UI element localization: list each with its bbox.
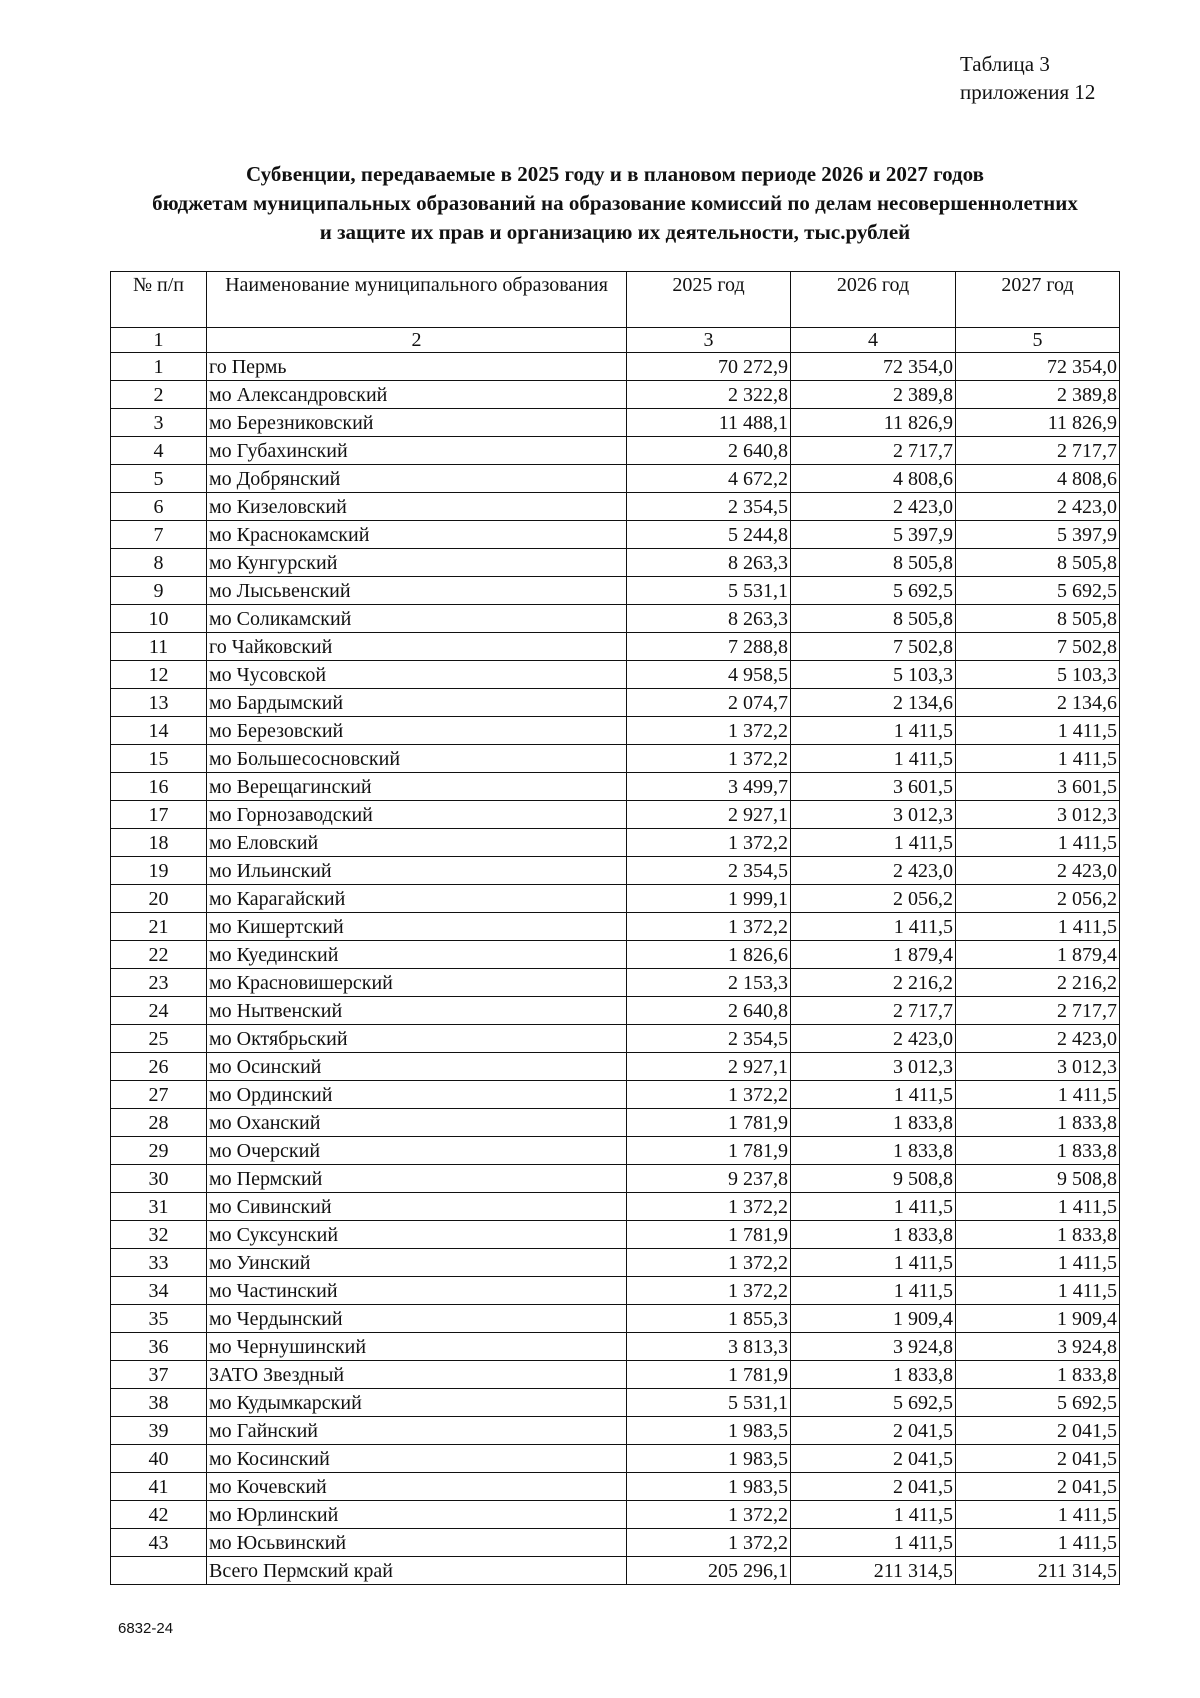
row-number bbox=[111, 1557, 207, 1585]
value-2025: 5 244,8 bbox=[627, 521, 791, 549]
value-2026: 1 411,5 bbox=[791, 1193, 956, 1221]
value-2026: 72 354,0 bbox=[791, 353, 956, 381]
value-2026: 1 411,5 bbox=[791, 913, 956, 941]
table-row bbox=[111, 1193, 1120, 1221]
value-2026: 211 314,5 bbox=[791, 1557, 956, 1585]
value-2027: 3 601,5 bbox=[956, 773, 1120, 801]
row-number: 8 bbox=[111, 549, 207, 577]
value-2026: 1 833,8 bbox=[791, 1361, 956, 1389]
municipality-name: го Чайковский bbox=[207, 633, 627, 661]
value-2025: 5 531,1 bbox=[627, 1389, 791, 1417]
value-2026: 3 601,5 bbox=[791, 773, 956, 801]
value-2026: 2 389,8 bbox=[791, 381, 956, 409]
row-number: 32 bbox=[111, 1221, 207, 1249]
municipality-name: мо Краснокамский bbox=[207, 521, 627, 549]
municipality-name: мо Горнозаводский bbox=[207, 801, 627, 829]
table-row bbox=[111, 941, 1120, 969]
document-code: 6832-24 bbox=[118, 1620, 174, 1637]
table-row bbox=[111, 773, 1120, 801]
table-row bbox=[111, 1081, 1120, 1109]
row-number: 14 bbox=[111, 717, 207, 745]
value-2025: 2 927,1 bbox=[627, 801, 791, 829]
value-2027: 2 717,7 bbox=[956, 437, 1120, 465]
municipality-name: мо Большесосновский bbox=[207, 745, 627, 773]
value-2027: 2 423,0 bbox=[956, 493, 1120, 521]
value-2026: 2 717,7 bbox=[791, 437, 956, 465]
table-reference bbox=[960, 50, 1095, 106]
value-2025: 2 354,5 bbox=[627, 493, 791, 521]
subvention-table bbox=[110, 271, 1120, 1585]
value-2025: 2 354,5 bbox=[627, 1025, 791, 1053]
value-2026: 1 411,5 bbox=[791, 1249, 956, 1277]
value-2026: 11 826,9 bbox=[791, 409, 956, 437]
value-2027: 4 808,6 bbox=[956, 465, 1120, 493]
title-line1: Субвенции, передаваемые в 2025 году и в плановом периоде 2026 и 2027 годов bbox=[246, 162, 984, 186]
value-2027: 2 423,0 bbox=[956, 1025, 1120, 1053]
municipality-name: мо Октябрьский bbox=[207, 1025, 627, 1053]
value-2027: 5 692,5 bbox=[956, 577, 1120, 605]
value-2027: 1 411,5 bbox=[956, 1529, 1120, 1557]
table-body bbox=[111, 353, 1120, 1585]
value-2026: 1 411,5 bbox=[791, 829, 956, 857]
value-2027: 1 833,8 bbox=[956, 1361, 1120, 1389]
table-row bbox=[111, 969, 1120, 997]
table-row bbox=[111, 465, 1120, 493]
table-row bbox=[111, 1221, 1120, 1249]
value-2027: 3 012,3 bbox=[956, 1053, 1120, 1081]
row-number: 40 bbox=[111, 1445, 207, 1473]
value-2026: 2 423,0 bbox=[791, 857, 956, 885]
row-number: 10 bbox=[111, 605, 207, 633]
value-2025: 2 153,3 bbox=[627, 969, 791, 997]
row-number: 25 bbox=[111, 1025, 207, 1053]
municipality-name: мо Ординский bbox=[207, 1081, 627, 1109]
row-number: 37 bbox=[111, 1361, 207, 1389]
row-number: 12 bbox=[111, 661, 207, 689]
municipality-name: ЗАТО Звездный bbox=[207, 1361, 627, 1389]
value-2026: 1 411,5 bbox=[791, 1081, 956, 1109]
value-2025: 1 826,6 bbox=[627, 941, 791, 969]
value-2025: 1 372,2 bbox=[627, 1249, 791, 1277]
table-row bbox=[111, 577, 1120, 605]
value-2026: 2 216,2 bbox=[791, 969, 956, 997]
municipality-name: мо Соликамский bbox=[207, 605, 627, 633]
value-2027: 2 717,7 bbox=[956, 997, 1120, 1025]
municipality-name: мо Бардымский bbox=[207, 689, 627, 717]
table-row bbox=[111, 353, 1120, 381]
header-name: Наименование муниципального образования bbox=[207, 272, 627, 328]
value-2026: 1 833,8 bbox=[791, 1137, 956, 1165]
value-2027: 8 505,8 bbox=[956, 549, 1120, 577]
header-num: № п/п bbox=[111, 272, 207, 328]
municipality-name: мо Частинский bbox=[207, 1277, 627, 1305]
value-2025: 3 813,3 bbox=[627, 1333, 791, 1361]
value-2025: 1 372,2 bbox=[627, 1081, 791, 1109]
value-2025: 1 781,9 bbox=[627, 1137, 791, 1165]
value-2027: 5 397,9 bbox=[956, 521, 1120, 549]
value-2025: 4 958,5 bbox=[627, 661, 791, 689]
row-number: 2 bbox=[111, 381, 207, 409]
value-2026: 1 879,4 bbox=[791, 941, 956, 969]
value-2027: 2 056,2 bbox=[956, 885, 1120, 913]
header-2025: 2025 год bbox=[627, 272, 791, 328]
municipality-name: мо Гайнский bbox=[207, 1417, 627, 1445]
value-2027: 1 411,5 bbox=[956, 1501, 1120, 1529]
municipality-name: мо Ильинский bbox=[207, 857, 627, 885]
row-number: 15 bbox=[111, 745, 207, 773]
table-row bbox=[111, 1361, 1120, 1389]
value-2025: 7 288,8 bbox=[627, 633, 791, 661]
value-2027: 1 833,8 bbox=[956, 1109, 1120, 1137]
value-2025: 1 372,2 bbox=[627, 717, 791, 745]
value-2025: 3 499,7 bbox=[627, 773, 791, 801]
value-2026: 1 909,4 bbox=[791, 1305, 956, 1333]
value-2027: 1 833,8 bbox=[956, 1221, 1120, 1249]
municipality-name: мо Осинский bbox=[207, 1053, 627, 1081]
header-2026: 2026 год bbox=[791, 272, 956, 328]
table-row bbox=[111, 605, 1120, 633]
value-2025: 1 372,2 bbox=[627, 913, 791, 941]
value-2025: 1 999,1 bbox=[627, 885, 791, 913]
municipality-name: мо Очерский bbox=[207, 1137, 627, 1165]
value-2027: 2 041,5 bbox=[956, 1417, 1120, 1445]
value-2026: 2 717,7 bbox=[791, 997, 956, 1025]
column-number: 1 bbox=[111, 328, 207, 353]
value-2026: 2 423,0 bbox=[791, 1025, 956, 1053]
value-2026: 2 056,2 bbox=[791, 885, 956, 913]
value-2027: 1 411,5 bbox=[956, 1277, 1120, 1305]
value-2025: 1 372,2 bbox=[627, 745, 791, 773]
municipality-name: мо Пермский bbox=[207, 1165, 627, 1193]
value-2027: 2 423,0 bbox=[956, 857, 1120, 885]
value-2026: 3 924,8 bbox=[791, 1333, 956, 1361]
municipality-name: мо Березовский bbox=[207, 717, 627, 745]
municipality-name: мо Кунгурский bbox=[207, 549, 627, 577]
row-number: 6 bbox=[111, 493, 207, 521]
value-2027: 2 216,2 bbox=[956, 969, 1120, 997]
row-number: 19 bbox=[111, 857, 207, 885]
value-2025: 2 354,5 bbox=[627, 857, 791, 885]
value-2026: 8 505,8 bbox=[791, 605, 956, 633]
value-2025: 1 983,5 bbox=[627, 1445, 791, 1473]
municipality-name: Всего Пермский край bbox=[207, 1557, 627, 1585]
table-row bbox=[111, 437, 1120, 465]
value-2026: 2 041,5 bbox=[791, 1473, 956, 1501]
municipality-name: мо Красновишерский bbox=[207, 969, 627, 997]
value-2025: 1 372,2 bbox=[627, 1529, 791, 1557]
row-number: 16 bbox=[111, 773, 207, 801]
row-number: 33 bbox=[111, 1249, 207, 1277]
document-title bbox=[100, 160, 1130, 247]
value-2027: 11 826,9 bbox=[956, 409, 1120, 437]
table-row bbox=[111, 1025, 1120, 1053]
value-2026: 5 103,3 bbox=[791, 661, 956, 689]
table-row bbox=[111, 661, 1120, 689]
value-2025: 1 372,2 bbox=[627, 1193, 791, 1221]
value-2026: 2 041,5 bbox=[791, 1417, 956, 1445]
row-number: 1 bbox=[111, 353, 207, 381]
row-number: 23 bbox=[111, 969, 207, 997]
value-2025: 1 372,2 bbox=[627, 1277, 791, 1305]
row-number: 24 bbox=[111, 997, 207, 1025]
table-reference-line2: приложения 12 bbox=[960, 80, 1096, 104]
value-2027: 2 041,5 bbox=[956, 1445, 1120, 1473]
municipality-name: го Пермь bbox=[207, 353, 627, 381]
table-row bbox=[111, 1277, 1120, 1305]
municipality-name: мо Нытвенский bbox=[207, 997, 627, 1025]
value-2026: 1 833,8 bbox=[791, 1109, 956, 1137]
value-2025: 8 263,3 bbox=[627, 549, 791, 577]
row-number: 34 bbox=[111, 1277, 207, 1305]
municipality-name: мо Чернушинский bbox=[207, 1333, 627, 1361]
row-number: 31 bbox=[111, 1193, 207, 1221]
row-number: 20 bbox=[111, 885, 207, 913]
value-2027: 8 505,8 bbox=[956, 605, 1120, 633]
municipality-name: мо Еловский bbox=[207, 829, 627, 857]
value-2027: 3 924,8 bbox=[956, 1333, 1120, 1361]
value-2025: 11 488,1 bbox=[627, 409, 791, 437]
municipality-name: мо Лысьвенский bbox=[207, 577, 627, 605]
table-row bbox=[111, 409, 1120, 437]
table-row bbox=[111, 493, 1120, 521]
municipality-name: мо Суксунский bbox=[207, 1221, 627, 1249]
value-2027: 1 411,5 bbox=[956, 1249, 1120, 1277]
value-2026: 1 411,5 bbox=[791, 1277, 956, 1305]
municipality-name: мо Юсьвинский bbox=[207, 1529, 627, 1557]
value-2026: 1 833,8 bbox=[791, 1221, 956, 1249]
value-2027: 5 103,3 bbox=[956, 661, 1120, 689]
value-2026: 2 423,0 bbox=[791, 493, 956, 521]
municipality-name: мо Оханский bbox=[207, 1109, 627, 1137]
value-2026: 4 808,6 bbox=[791, 465, 956, 493]
value-2026: 2 041,5 bbox=[791, 1445, 956, 1473]
row-number: 29 bbox=[111, 1137, 207, 1165]
table-row bbox=[111, 633, 1120, 661]
municipality-name: мо Кудымкарский bbox=[207, 1389, 627, 1417]
header-2027: 2027 год bbox=[956, 272, 1120, 328]
value-2025: 1 781,9 bbox=[627, 1361, 791, 1389]
municipality-name: мо Чердынский bbox=[207, 1305, 627, 1333]
value-2025: 1 781,9 bbox=[627, 1109, 791, 1137]
table-row bbox=[111, 381, 1120, 409]
value-2026: 1 411,5 bbox=[791, 717, 956, 745]
table-row bbox=[111, 1445, 1120, 1473]
value-2027: 1 411,5 bbox=[956, 1081, 1120, 1109]
table-row bbox=[111, 521, 1120, 549]
value-2025: 1 983,5 bbox=[627, 1417, 791, 1445]
table-row bbox=[111, 745, 1120, 773]
value-2027: 2 134,6 bbox=[956, 689, 1120, 717]
value-2027: 1 411,5 bbox=[956, 717, 1120, 745]
row-number: 30 bbox=[111, 1165, 207, 1193]
title-line3: и защите их прав и организацию их деятельности, тыс.рублей bbox=[319, 220, 911, 244]
municipality-name: мо Верещагинский bbox=[207, 773, 627, 801]
value-2026: 1 411,5 bbox=[791, 1501, 956, 1529]
value-2027: 1 411,5 bbox=[956, 745, 1120, 773]
value-2025: 1 983,5 bbox=[627, 1473, 791, 1501]
value-2027: 1 833,8 bbox=[956, 1137, 1120, 1165]
table-reference-line1: Таблица 3 bbox=[960, 52, 1050, 76]
row-number: 35 bbox=[111, 1305, 207, 1333]
row-number: 5 bbox=[111, 465, 207, 493]
row-number: 21 bbox=[111, 913, 207, 941]
value-2025: 2 074,7 bbox=[627, 689, 791, 717]
value-2025: 4 672,2 bbox=[627, 465, 791, 493]
value-2025: 5 531,1 bbox=[627, 577, 791, 605]
table-row bbox=[111, 1109, 1120, 1137]
table-row bbox=[111, 717, 1120, 745]
table-row bbox=[111, 829, 1120, 857]
municipality-name: мо Косинский bbox=[207, 1445, 627, 1473]
municipality-name: мо Кишертский bbox=[207, 913, 627, 941]
value-2026: 7 502,8 bbox=[791, 633, 956, 661]
row-number: 9 bbox=[111, 577, 207, 605]
row-number: 18 bbox=[111, 829, 207, 857]
value-2026: 3 012,3 bbox=[791, 801, 956, 829]
table-row bbox=[111, 1529, 1120, 1557]
value-2027: 9 508,8 bbox=[956, 1165, 1120, 1193]
table-row bbox=[111, 1389, 1120, 1417]
table-row bbox=[111, 1249, 1120, 1277]
value-2027: 1 411,5 bbox=[956, 913, 1120, 941]
row-number: 36 bbox=[111, 1333, 207, 1361]
value-2027: 2 041,5 bbox=[956, 1473, 1120, 1501]
table-row bbox=[111, 1417, 1120, 1445]
value-2027: 1 411,5 bbox=[956, 1193, 1120, 1221]
municipality-name: мо Губахинский bbox=[207, 437, 627, 465]
row-number: 13 bbox=[111, 689, 207, 717]
municipality-name: мо Добрянский bbox=[207, 465, 627, 493]
column-number: 5 bbox=[956, 328, 1120, 353]
municipality-name: мо Александровский bbox=[207, 381, 627, 409]
value-2027: 7 502,8 bbox=[956, 633, 1120, 661]
table-row bbox=[111, 1333, 1120, 1361]
table-row bbox=[111, 857, 1120, 885]
value-2025: 1 855,3 bbox=[627, 1305, 791, 1333]
municipality-name: мо Кизеловский bbox=[207, 493, 627, 521]
table-row bbox=[111, 1305, 1120, 1333]
total-row bbox=[111, 1557, 1120, 1585]
value-2025: 1 372,2 bbox=[627, 829, 791, 857]
title-line2: бюджетам муниципальных образований на образование комиссий по делам несовершеннолетних bbox=[152, 191, 1078, 215]
value-2027: 1 879,4 bbox=[956, 941, 1120, 969]
value-2025: 8 263,3 bbox=[627, 605, 791, 633]
row-number: 11 bbox=[111, 633, 207, 661]
table-row bbox=[111, 801, 1120, 829]
value-2025: 205 296,1 bbox=[627, 1557, 791, 1585]
row-number: 38 bbox=[111, 1389, 207, 1417]
value-2025: 2 640,8 bbox=[627, 997, 791, 1025]
municipality-name: мо Уинский bbox=[207, 1249, 627, 1277]
value-2025: 1 781,9 bbox=[627, 1221, 791, 1249]
row-number: 7 bbox=[111, 521, 207, 549]
value-2025: 2 927,1 bbox=[627, 1053, 791, 1081]
table-row bbox=[111, 913, 1120, 941]
value-2026: 5 692,5 bbox=[791, 1389, 956, 1417]
municipality-name: мо Сивинский bbox=[207, 1193, 627, 1221]
row-number: 3 bbox=[111, 409, 207, 437]
table-row bbox=[111, 689, 1120, 717]
value-2026: 5 397,9 bbox=[791, 521, 956, 549]
municipality-name: мо Карагайский bbox=[207, 885, 627, 913]
value-2027: 72 354,0 bbox=[956, 353, 1120, 381]
table-row bbox=[111, 1473, 1120, 1501]
column-number: 4 bbox=[791, 328, 956, 353]
value-2026: 8 505,8 bbox=[791, 549, 956, 577]
table-row bbox=[111, 549, 1120, 577]
table-row bbox=[111, 1501, 1120, 1529]
value-2026: 5 692,5 bbox=[791, 577, 956, 605]
table-row bbox=[111, 1165, 1120, 1193]
row-number: 42 bbox=[111, 1501, 207, 1529]
value-2025: 70 272,9 bbox=[627, 353, 791, 381]
column-number: 2 bbox=[207, 328, 627, 353]
column-number: 3 bbox=[627, 328, 791, 353]
value-2026: 9 508,8 bbox=[791, 1165, 956, 1193]
row-number: 43 bbox=[111, 1529, 207, 1557]
value-2026: 2 134,6 bbox=[791, 689, 956, 717]
value-2027: 3 012,3 bbox=[956, 801, 1120, 829]
municipality-name: мо Кочевский bbox=[207, 1473, 627, 1501]
value-2026: 1 411,5 bbox=[791, 1529, 956, 1557]
row-number: 41 bbox=[111, 1473, 207, 1501]
table-row bbox=[111, 1137, 1120, 1165]
value-2027: 2 389,8 bbox=[956, 381, 1120, 409]
value-2026: 1 411,5 bbox=[791, 745, 956, 773]
value-2025: 1 372,2 bbox=[627, 1501, 791, 1529]
value-2027: 1 909,4 bbox=[956, 1305, 1120, 1333]
value-2026: 3 012,3 bbox=[791, 1053, 956, 1081]
row-number: 27 bbox=[111, 1081, 207, 1109]
value-2025: 2 640,8 bbox=[627, 437, 791, 465]
municipality-name: мо Чусовской bbox=[207, 661, 627, 689]
row-number: 39 bbox=[111, 1417, 207, 1445]
row-number: 26 bbox=[111, 1053, 207, 1081]
municipality-name: мо Березниковский bbox=[207, 409, 627, 437]
value-2025: 2 322,8 bbox=[627, 381, 791, 409]
municipality-name: мо Юрлинский bbox=[207, 1501, 627, 1529]
row-number: 28 bbox=[111, 1109, 207, 1137]
table-row bbox=[111, 997, 1120, 1025]
municipality-name: мо Куединский bbox=[207, 941, 627, 969]
row-number: 22 bbox=[111, 941, 207, 969]
value-2027: 211 314,5 bbox=[956, 1557, 1120, 1585]
value-2027: 5 692,5 bbox=[956, 1389, 1120, 1417]
table-row bbox=[111, 885, 1120, 913]
value-2027: 1 411,5 bbox=[956, 829, 1120, 857]
value-2025: 9 237,8 bbox=[627, 1165, 791, 1193]
row-number: 4 bbox=[111, 437, 207, 465]
table-row bbox=[111, 1053, 1120, 1081]
row-number: 17 bbox=[111, 801, 207, 829]
